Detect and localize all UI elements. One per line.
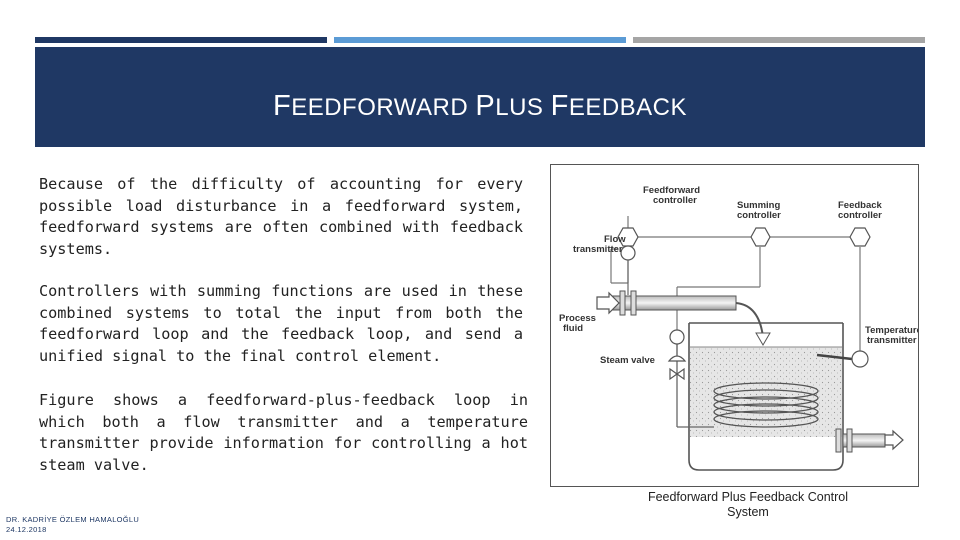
accent-bar-navy [35,37,327,43]
process-diagram [551,165,918,486]
feedback-controller-label: Feedback [838,200,882,211]
steam-valve-label: Steam valve [600,355,655,366]
figure-caption-line: System [727,505,769,519]
outlet-arrow [885,431,903,449]
temperature-transmitter-label: transmitter [867,335,917,346]
title-initial: F [550,90,569,122]
process-fluid-label: fluid [563,323,584,334]
slide-title [0,90,960,123]
summing-controller-label: controller [737,210,781,221]
process-fluid-label: Process [559,313,596,324]
summing-controller-hex [751,228,770,246]
steam-valve-transmitter [670,330,684,344]
body-paragraph-1: Because of the difficulty of accounting for every possible load disturbance in a feedforward system, feedforward systems are often combined with feedback systems. [39,175,523,258]
footer-author: DR. KADRİYE ÖZLEM HAMALOĞLU [6,515,140,524]
flow-transmitter-circle [621,246,635,260]
steam-valve-actuator [669,356,685,361]
control-system-figure [550,164,919,487]
title-initial: F [272,90,292,122]
feedback-controller-hex [850,228,870,246]
accent-bar-gray [633,37,925,43]
accent-bar-blue [334,37,626,43]
feedforward-controller-label: Feedforward [643,185,701,196]
figure-caption-line: Feedforward Plus Feedback Control [647,490,849,504]
temperature-transmitter-label: Temperature [865,325,918,336]
summing-controller-label: Summing [737,200,781,211]
footer-date: 24.12.2018 [6,525,47,534]
flow-transmitter-label: transmitter [573,244,623,255]
tank-liquid [690,347,842,437]
feedforward-controller-label: controller [653,195,697,206]
title-rest: EEDFORWARD [291,94,476,121]
figure-caption [598,490,898,520]
body-paragraph-3: Figure shows a feedforward-plus-feedback loop in which both a flow transmitter and a temperature transmitter provide information for controlling a hot steam valve. [39,391,528,474]
flow-transmitter-label: Flow [604,234,626,245]
title-rest: LUS [495,94,551,121]
slide-footer [6,515,139,535]
title-initial: P [475,90,496,122]
process-inlet-pipe [611,296,736,310]
feedback-controller-label: controller [838,210,882,221]
title-rest: EEDBACK [568,94,688,121]
temperature-transmitter-circle [852,351,868,367]
body-paragraph-2: Controllers with summing functions are used in these combined systems to total the input from both the feedforward loop and the feedback loop, and send a unified signal to the final control element. [39,282,523,365]
